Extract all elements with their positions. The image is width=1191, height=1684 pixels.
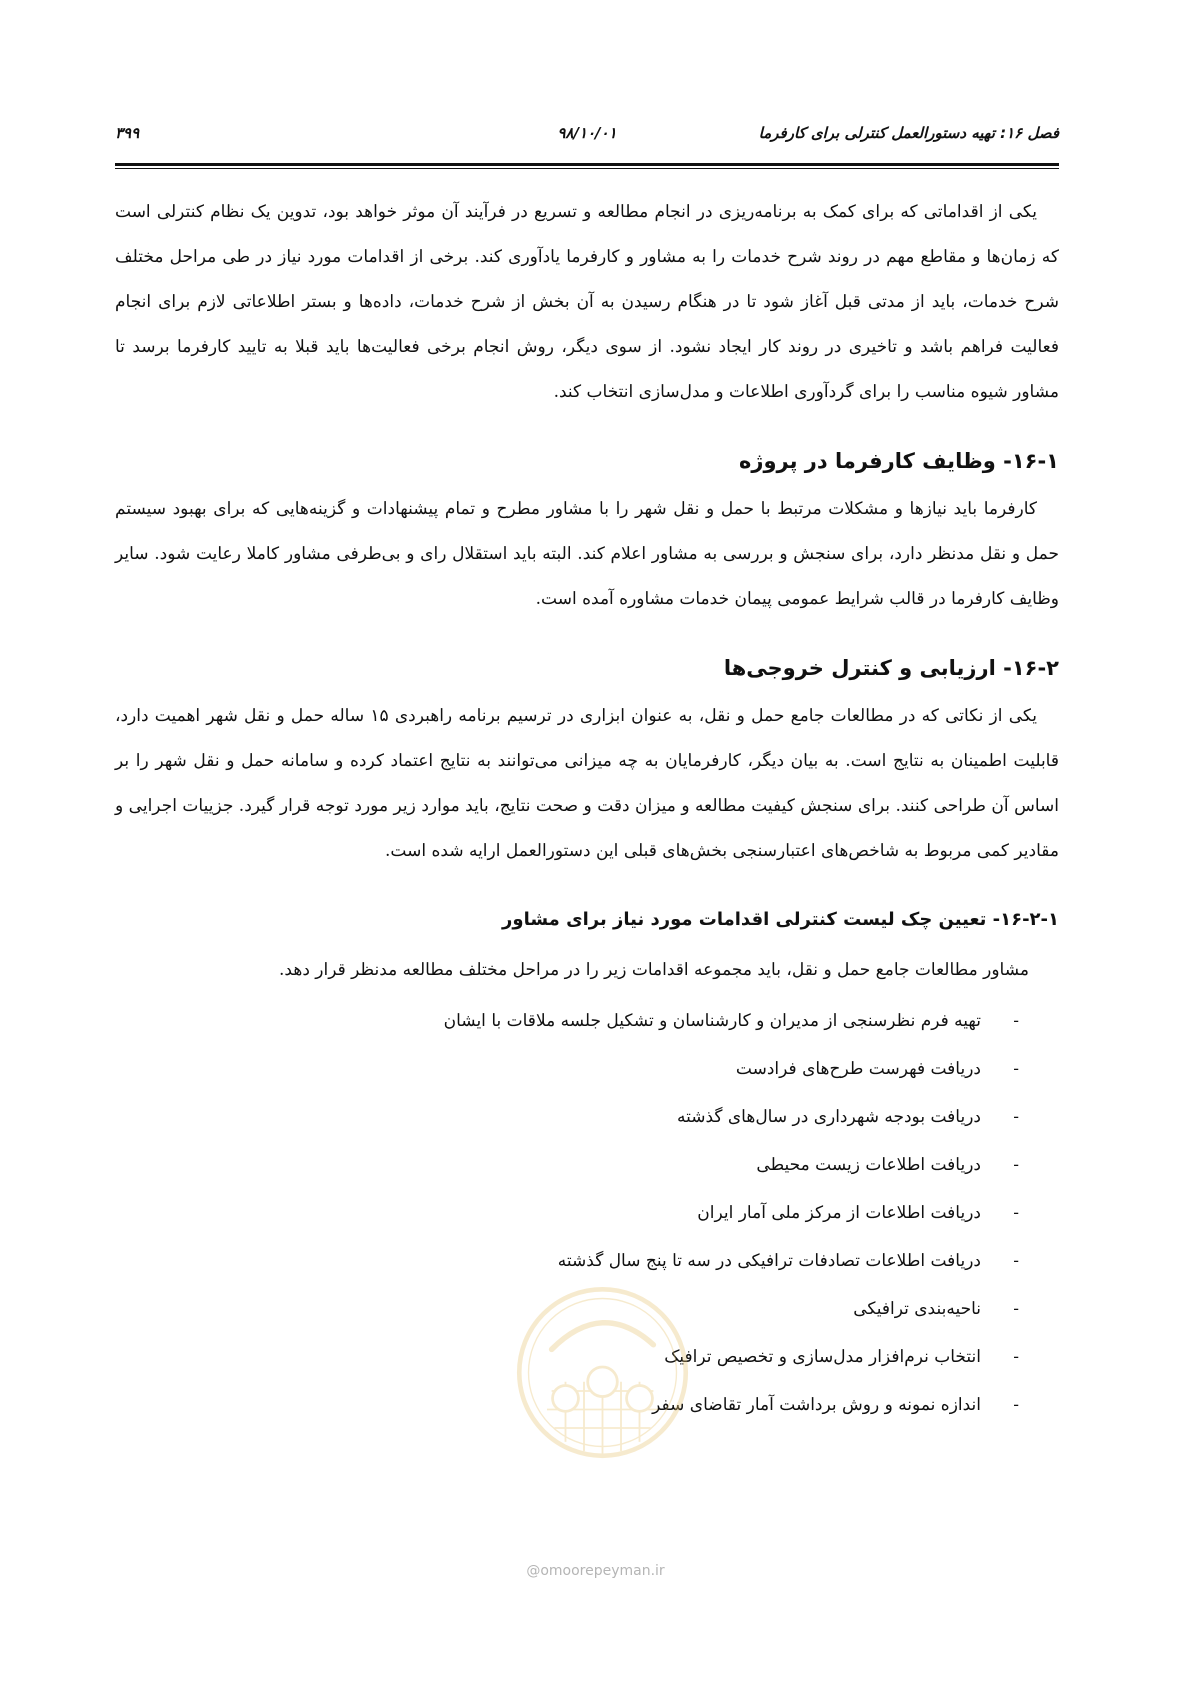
header-rule-thick <box>115 163 1059 166</box>
header-date: ۹۸/۱۰/۰۱ <box>557 124 617 142</box>
list-item: -دریافت اطلاعات از مرکز ملی آمار ایران <box>115 1189 1019 1237</box>
watermark-logo-icon <box>510 1280 695 1465</box>
list-item: -ناحیه‌بندی ترافیکی <box>115 1285 1019 1333</box>
bullet-dash: - <box>1013 1155 1019 1175</box>
page-header <box>115 118 1059 148</box>
list-item: -تهیه فرم نظرسنجی از مدیران و کارشناسان و تشکیل جلسه ملاقات با ایشان <box>115 997 1019 1045</box>
page-number: ۳۹۹ <box>115 124 140 142</box>
section-heading-output-evaluation: ۱۶-۲- ارزیابی و کنترل خروجی‌ها <box>723 656 1059 680</box>
list-item: -دریافت فهرست طرح‌های فرادست <box>115 1045 1019 1093</box>
list-item: -اندازه نمونه و روش برداشت آمار تقاضای سفر <box>115 1381 1019 1429</box>
chapter-title: فصل ۱۶: تهیه دستورالعمل کنترلی برای کارفرما <box>758 124 1059 142</box>
bullet-dash: - <box>1013 1203 1019 1223</box>
checklist-intro: مشاور مطالعات جامع حمل و نقل، باید مجموعه اقدامات زیر را در مراحل مختلف مطالعه مدنظر قرار دهد. <box>279 960 1029 980</box>
section-heading-employer-duties: ۱۶-۱- وظایف کارفرما در پروژه <box>739 449 1059 473</box>
intro-paragraph: یکی از اقداماتی که برای کمک به برنامه‌ریزی در انجام مطالعه و تسریع در فرآیند آن موثر خواهد بود، تدوین یک نظام کنترلی است که زمان‌ها و مقاطع مهم در روند شرح خدمات را به مشاور و کارفرما یادآوری کند. برخی از اقدامات مورد نیاز در طی مراحل مختلف شرح خدمات، باید از مدتی قبل آغاز شود تا در هنگام رسیدن به آن بخش از شرح خدمات، داده‌ها و بستر اطلاعاتی لازم برای انجام فعالیت فراهم باشد و تاخیری در روند کار ایجاد نشود. از سوی دیگر، روش انجام برخی فعالیت‌ها باید قبلا به تایید کارفرما برسد تا مشاور شیوه مناسب را برای گردآوری اطلاعات و مدل‌سازی انتخاب کند. <box>115 202 1059 402</box>
header-rule-thin <box>115 168 1059 169</box>
bullet-dash: - <box>1013 1395 1019 1415</box>
list-item: -دریافت اطلاعات زیست محیطی <box>115 1141 1019 1189</box>
bullet-dash: - <box>1013 1299 1019 1319</box>
list-item: -دریافت اطلاعات تصادفات ترافیکی در سه تا پنج سال گذشته <box>115 1237 1019 1285</box>
bullet-dash: - <box>1013 1107 1019 1127</box>
page-body <box>115 190 1059 1429</box>
employer-duties-paragraph: کارفرما باید نیازها و مشکلات مرتبط با حمل و نقل شهر را با مشاور مطرح و تمام پیشنهادات و گزینه‌هایی که برای بهبود سیستم حمل و نقل مدنظر دارد، برای سنجش و بررسی به مشاور اعلام کند. البته باید استقلال رای و بی‌طرفی مشاور کاملا رعایت شود. سایر وظایف کارفرما در قالب شرایط عمومی پیمان خدمات مشاوره آمده است. <box>115 499 1059 609</box>
subsection-heading-checklist: ۱۶-۲-۱- تعیین چک لیست کنترلی اقدامات مورد نیاز برای مشاور <box>502 909 1059 930</box>
bullet-dash: - <box>1013 1251 1019 1271</box>
bullet-dash: - <box>1013 1347 1019 1367</box>
list-item: -دریافت بودجه شهرداری در سال‌های گذشته <box>115 1093 1019 1141</box>
list-item: -انتخاب نرم‌افزار مدل‌سازی و تخصیص ترافیک <box>115 1333 1019 1381</box>
bullet-dash: - <box>1013 1011 1019 1031</box>
output-evaluation-paragraph: یکی از نکاتی که در مطالعات جامع حمل و نقل، به عنوان ابزاری در ترسیم برنامه راهبردی ۱۵ ساله حمل و نقل شهر اهمیت دارد، قابلیت اطمینان به نتایج است. به بیان دیگر، کارفرمایان به چه میزانی می‌توانند به نتایج اعتماد کرده و سامانه حمل و نقل شهر را بر اساس آن طراحی کنند. برای سنجش کیفیت مطالعه و میزان دقت و صحت نتایج، باید موارد زیر مورد توجه قرار گیرد. جزییات اجرایی و مقادیر کمی مربوط به شاخص‌های اعتبارسنجی بخش‌های قبلی این دستورالعمل ارایه شده است. <box>115 706 1059 861</box>
bullet-dash: - <box>1013 1059 1019 1079</box>
watermark-site: @omoorepeyman.ir <box>526 1563 665 1579</box>
